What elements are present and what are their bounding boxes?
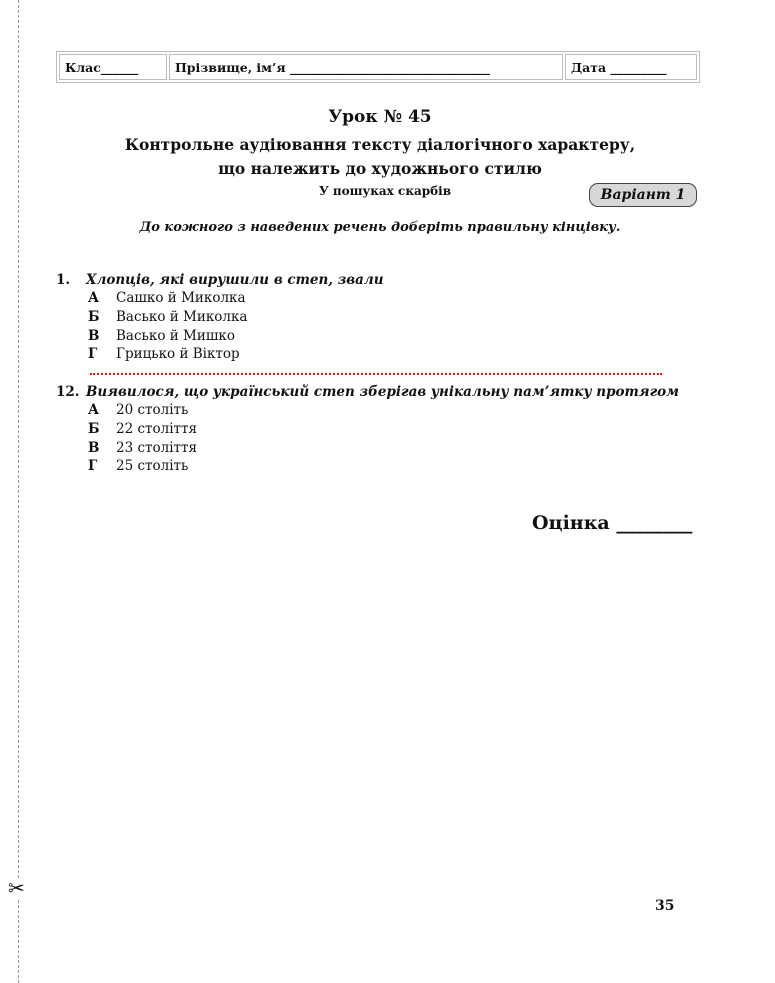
option-text: Васько й Мишко <box>116 327 235 344</box>
task-instruction: До кожного з наведених речень доберіть правильну кінцівку. <box>139 220 621 235</box>
answer-option[interactable] <box>56 289 706 308</box>
option-letter: Б <box>88 421 100 438</box>
question-12 <box>56 382 706 476</box>
option-letter: А <box>88 402 99 419</box>
section-divider <box>90 373 662 375</box>
name-field[interactable]: Прізвище, ім’я ________________________________ <box>169 54 563 80</box>
answer-option[interactable] <box>56 326 706 345</box>
question-number: 1. <box>56 271 71 288</box>
question-text: Виявилося, що український степ зберігав унікальну пам’ятку протягом <box>86 383 680 400</box>
topic-line-2: що належить до художнього стилю <box>218 159 542 178</box>
option-text: Сашко й Миколка <box>116 290 246 307</box>
text-subtitle: У пошуках скарбів <box>318 184 452 198</box>
scissors-icon: ✂ <box>8 876 25 900</box>
option-letter: Г <box>88 458 98 475</box>
option-text: 20 століть <box>116 402 189 419</box>
answer-option[interactable] <box>56 438 706 457</box>
option-text: Грицько й Віктор <box>116 346 240 363</box>
answer-option[interactable] <box>56 401 706 420</box>
page-number: 35 <box>655 898 675 914</box>
student-info-table <box>56 51 700 83</box>
option-text: Васько й Миколка <box>116 309 248 326</box>
cut-line <box>18 0 19 983</box>
answer-option[interactable] <box>56 457 706 476</box>
option-letter: А <box>88 290 99 307</box>
date-field[interactable]: Дата _________ <box>565 54 697 80</box>
option-text: 23 століття <box>116 439 197 456</box>
question-1 <box>56 270 706 364</box>
question-number: 12. <box>56 383 80 400</box>
topic-line-1: Контрольне аудіювання тексту діалогічного характеру, <box>124 135 636 154</box>
answer-option[interactable] <box>56 345 706 364</box>
lesson-title: Урок № 45 <box>328 107 432 127</box>
option-letter: Г <box>88 346 98 363</box>
class-field[interactable]: Клас______ <box>59 54 167 80</box>
option-letter: В <box>88 327 100 344</box>
option-text: 25 століть <box>116 458 189 475</box>
grade-field[interactable]: Оцінка ________ <box>532 512 693 534</box>
option-letter: В <box>88 439 100 456</box>
answer-option[interactable] <box>56 420 706 439</box>
answer-option[interactable] <box>56 308 706 327</box>
question-text: Хлопців, які вирушили в степ, звали <box>86 271 384 288</box>
option-letter: Б <box>88 309 100 326</box>
variant-badge: Варіант 1 <box>589 183 697 207</box>
option-text: 22 століття <box>116 421 197 438</box>
